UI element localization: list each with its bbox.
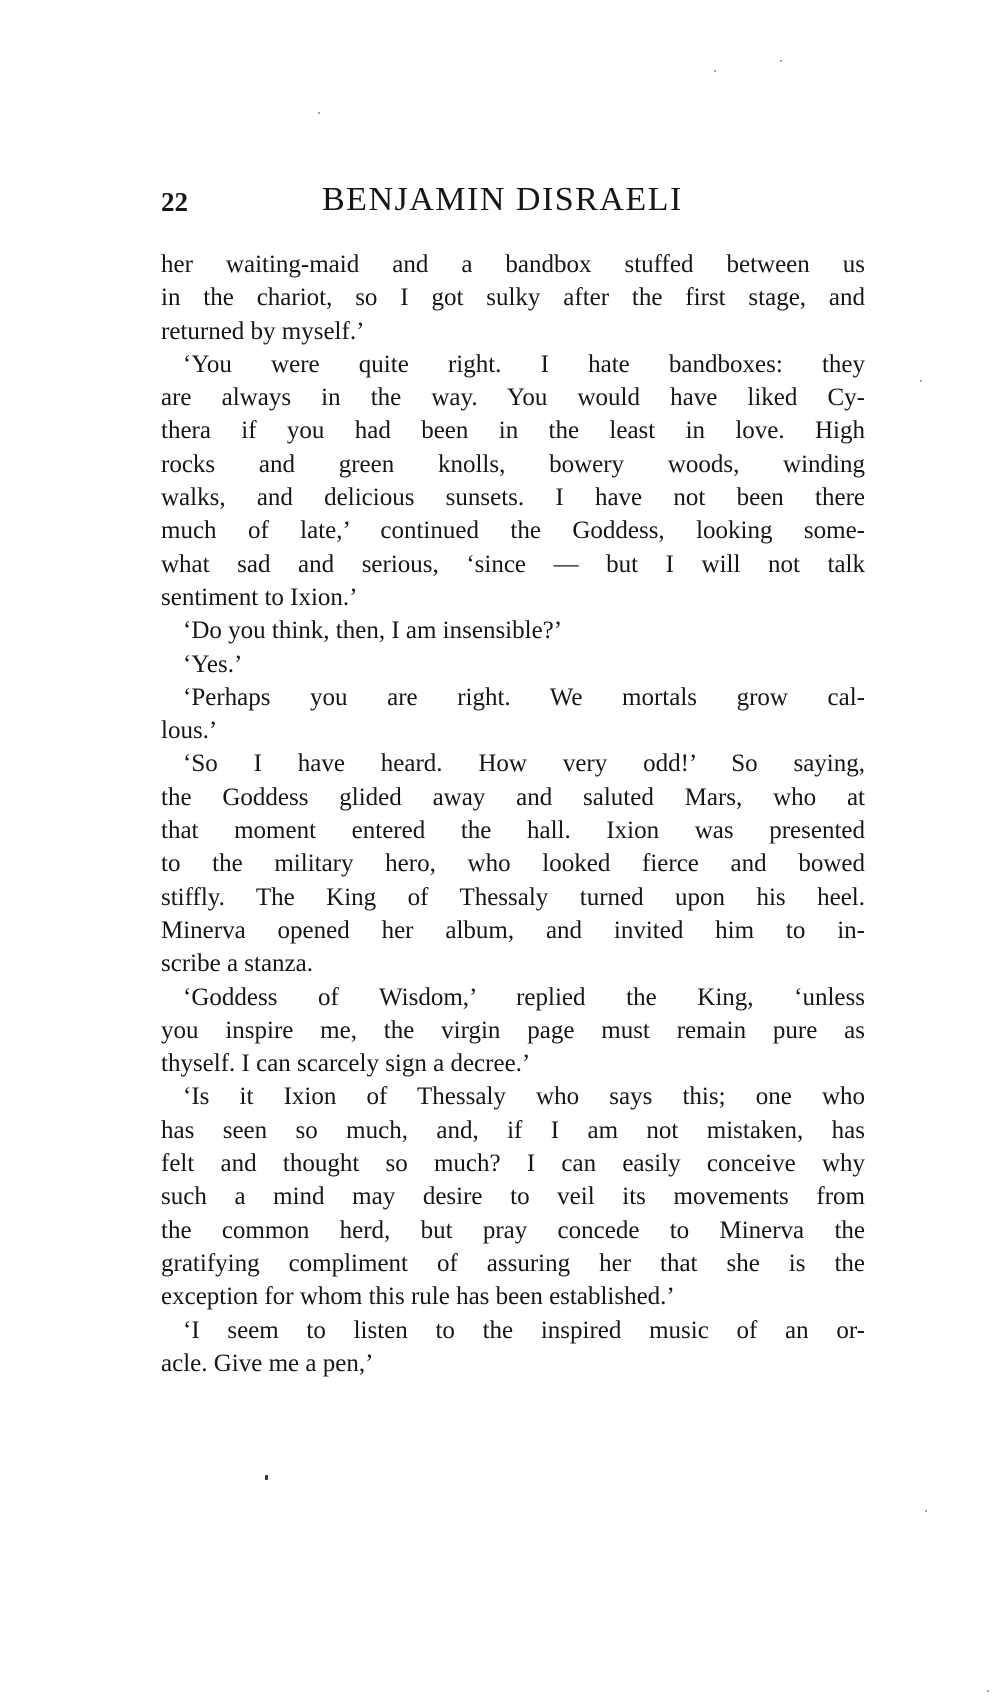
text-line: ‘Yes.’ (183, 650, 243, 678)
text-line: returned by myself.’ (161, 317, 365, 345)
text-line: exception for whom this rule has been established.’ (161, 1283, 675, 1311)
text-line: ‘Perhaps you are right. We mortals grow cal- (183, 683, 865, 711)
text-line: are always in the way. You would have liked Cy- (161, 384, 865, 412)
text-line: ‘Goddess of Wisdom,’ replied the King, ‘unless (183, 983, 865, 1011)
paragraph (161, 747, 865, 980)
text-line: her waiting-maid and a bandbox stuffed between us (161, 251, 865, 278)
text-line: the common herd, but pray concede to Minerva the (161, 1216, 865, 1244)
paragraph (161, 648, 865, 681)
text-line: ‘I seem to listen to the inspired music of an or- (183, 1316, 865, 1344)
scan-speck (987, 1690, 989, 1692)
scan-speck (714, 70, 716, 72)
text-line: ‘So I have heard. How very odd!’ So saying, (183, 750, 865, 778)
text-line: scribe a stanza. (161, 950, 314, 978)
paragraph (161, 1080, 865, 1313)
text-line: felt and thought so much? I can easily conceive why (161, 1150, 865, 1178)
text-line: ‘Do you think, then, I am insensible?’ (183, 617, 563, 645)
text-line: in the chariot, so I got sulky after the first stage, and (161, 284, 865, 312)
text-line: thyself. I can scarcely sign a decree.’ (161, 1050, 531, 1078)
text-line: rocks and green knolls, bowery woods, winding (161, 450, 865, 478)
text-line: you inspire me, the virgin page must remain pure as (161, 1016, 865, 1044)
text-line: sentiment to Ixion.’ (161, 583, 358, 611)
scan-speck (780, 60, 782, 62)
text-line: walks, and delicious sunsets. I have not been there (161, 484, 865, 512)
text-line: lous.’ (161, 717, 218, 745)
text-line: ‘You were quite right. I hate bandboxes: they (183, 350, 865, 378)
text-line: that moment entered the hall. Ixion was presented (161, 817, 865, 845)
text-line: much of late,’ continued the Goddess, looking some- (161, 517, 865, 545)
paragraph (161, 248, 865, 348)
text-line: acle. Give me a pen,’ (161, 1349, 374, 1377)
page-number: 22 (161, 187, 188, 217)
paragraph (161, 348, 865, 614)
scan-speck (318, 112, 320, 114)
scan-speck (920, 380, 922, 382)
text-line: stiffly. The King of Thessaly turned upon his heel. (161, 883, 865, 911)
paragraph (161, 981, 865, 1081)
text-line: what sad and serious, ‘since — but I will not talk (161, 550, 865, 578)
text-line: thera if you had been in the least in love. High (161, 417, 865, 445)
scan-speck (925, 1510, 927, 1512)
text-line: Minerva opened her album, and invited him to in- (161, 916, 865, 944)
text-line: has seen so much, and, if I am not mistaken, has (161, 1116, 865, 1144)
paragraph (161, 614, 865, 647)
text-line: such a mind may desire to veil its movements from (161, 1183, 865, 1211)
paragraph (161, 681, 865, 748)
paragraph (161, 1314, 865, 1381)
running-title: BENJAMIN DISRAELI (322, 181, 683, 218)
scan-speck (265, 1475, 268, 1480)
text-line: ‘Is it Ixion of Thessaly who says this; one who (183, 1083, 865, 1111)
body-text (161, 248, 865, 1380)
text-line: to the military hero, who looked fierce and bowed (161, 850, 865, 878)
text-line: gratifying compliment of assuring her that she is the (161, 1249, 865, 1277)
text-line: the Goddess glided away and saluted Mars, who at (161, 783, 865, 811)
